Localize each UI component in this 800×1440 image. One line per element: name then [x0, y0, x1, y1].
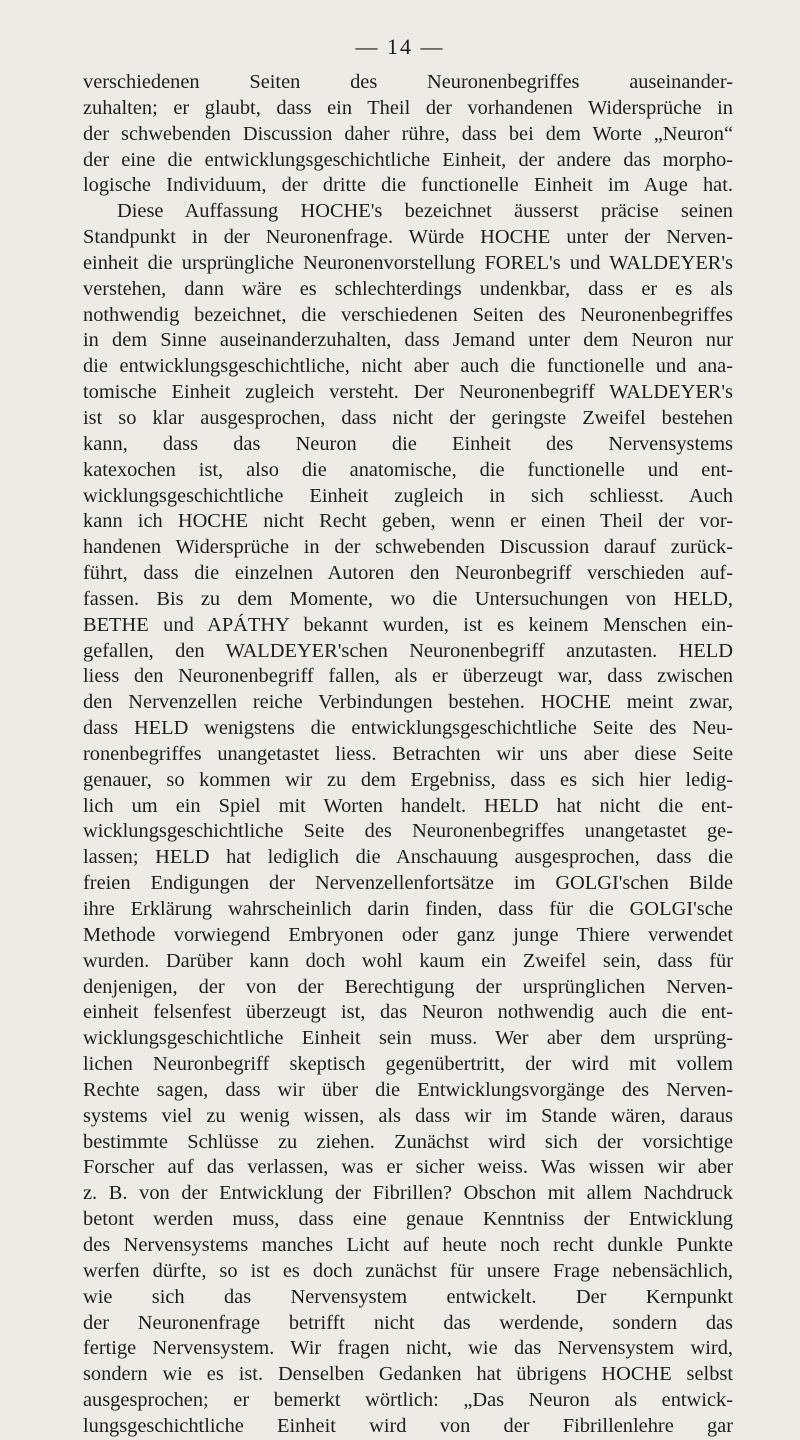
text-line: lichen Neuronbegriff skeptisch gegenübertritt, der wird mit vollem [83, 1053, 733, 1076]
text-line: systems viel zu wenig wissen, als dass wir im Stande wären, daraus [83, 1104, 733, 1127]
text-line: wicklungsgeschichtliche Einheit sein muss. Wer aber dem ursprüng- [83, 1027, 733, 1050]
text-line: Forscher auf das verlassen, was er sicher weiss. Was wissen wir aber [83, 1156, 733, 1179]
text-line: wie sich das Nervensystem entwickelt. Der Kernpunkt [83, 1285, 733, 1308]
text-line: der eine die entwicklungsgeschichtliche Einheit, der andere das morpho- [83, 148, 733, 171]
text-line: kann ich HOCHE nicht Recht geben, wenn er einen Theil der vor- [83, 510, 733, 533]
text-line: betont werden muss, dass eine genaue Kenntniss der Entwicklung [83, 1208, 733, 1231]
text-line: freien Endigungen der Nervenzellenfortsätze im GOLGI'schen Bilde [83, 872, 733, 895]
text-line: lich um ein Spiel mit Worten handelt. HELD hat nicht die ent- [83, 794, 733, 817]
text-line: wicklungsgeschichtliche Seite des Neuronenbegriffes unangetastet ge- [83, 820, 733, 843]
text-line: die entwicklungsgeschichtliche, nicht aber auch die functionelle und ana- [83, 355, 733, 378]
text-line: z. B. von der Entwicklung der Fibrillen? Obschon mit allem Nachdruck [83, 1182, 733, 1205]
page-number: — 14 — [355, 34, 445, 59]
text-line: nothwendig bezeichnet, die verschiedenen Seiten des Neuronenbegriffes [83, 303, 733, 326]
text-line: ihre Erklärung wahrscheinlich darin finden, dass für die GOLGI'sche [83, 898, 733, 920]
text-line: werfen dürfte, so ist es doch zunächst für unsere Frage nebensächlich, [83, 1259, 733, 1282]
text-line: Methode vorwiegend Embryonen oder ganz junge Thiere verwendet [83, 923, 733, 946]
text-line: einheit die ursprüngliche Neuronenvorstellung FOREL's und WALDEYER's [83, 251, 733, 274]
text-line: der schwebenden Discussion daher rühre, dass bei dem Worte „Neuron“ [83, 122, 733, 145]
text-line: sondern wie es ist. Denselben Gedanken hat übrigens HOCHE selbst [83, 1363, 733, 1386]
text-line: kann, dass das Neuron die Einheit des Nervensystems [83, 432, 733, 455]
text-line: lungsgeschichtliche Einheit wird von der Fibrillenlehre gar [83, 1414, 733, 1437]
text-line: verschiedenen Seiten des Neuronenbegriffes auseinander- [83, 71, 733, 93]
text-line: denjenigen, der von der Berechtigung der ursprünglichen Nerven- [83, 975, 733, 998]
text-line: den Nervenzellen reiche Verbindungen bestehen. HOCHE meint zwar, [83, 691, 733, 714]
text-line: führt, dass die einzelnen Autoren den Neuronbegriff verschieden auf- [83, 562, 733, 585]
text-line: handenen Widersprüche in der schwebenden Discussion darauf zurück- [83, 536, 733, 559]
text-line: der Neuronenfrage betrifft nicht das werdende, sondern das [83, 1311, 733, 1334]
text-line: wurden. Darüber kann doch wohl kaum ein Zweifel sein, dass für [83, 949, 733, 972]
body-text [83, 70, 733, 1440]
text-line: ronenbegriffes unangetastet liess. Betrachten wir uns aber diese Seite [83, 742, 733, 765]
text-line: logische Individuum, der dritte die functionelle Einheit im Auge hat. [83, 174, 733, 197]
text-line: des Nervensystems manches Licht auf heute noch recht dunkle Punkte [83, 1233, 733, 1256]
text-line: lassen; HELD hat lediglich die Anschauung ausgesprochen, dass die [83, 846, 733, 869]
text-line: Standpunkt in der Neuronenfrage. Würde HOCHE unter der Nerven- [83, 226, 733, 249]
text-line: zuhalten; er glaubt, dass ein Theil der vorhandenen Widersprüche in [83, 96, 733, 119]
text-line: BETHE und APÁTHY bekannt wurden, ist es keinem Menschen ein- [83, 613, 733, 636]
text-line: gefallen, den WALDEYER'schen Neuronenbegriff anzutasten. HELD [83, 639, 733, 662]
text-line: wicklungsgeschichtliche Einheit zugleich in sich schliesst. Auch [83, 484, 733, 507]
text-line: Rechte sagen, dass wir über die Entwicklungsvorgänge des Nerven- [83, 1078, 733, 1101]
text-line: verstehen, dann wäre es schlechterdings undenkbar, dass er es als [83, 277, 733, 300]
text-line: fertige Nervensystem. Wir fragen nicht, wie das Nervensystem wird, [83, 1337, 733, 1360]
text-line: Diese Auffassung HOCHE's bezeichnet äusserst präcise seinen [117, 200, 733, 223]
text-line: liess den Neuronenbegriff fallen, als er überzeugt war, dass zwischen [83, 665, 733, 688]
text-line: in dem Sinne auseinanderzuhalten, dass Jemand unter dem Neuron nur [83, 329, 733, 352]
text-line: katexochen ist, also die anatomische, die functionelle und ent- [83, 458, 733, 481]
text-line: bestimmte Schlüsse zu ziehen. Zunächst wird sich der vorsichtige [83, 1130, 733, 1153]
text-line: fassen. Bis zu dem Momente, wo die Untersuchungen von HELD, [83, 587, 733, 610]
text-line: ist so klar ausgesprochen, dass nicht der geringste Zweifel bestehen [83, 406, 733, 429]
text-line: genauer, so kommen wir zu dem Ergebniss, dass es sich hier ledig- [83, 768, 733, 791]
text-line: einheit felsenfest überzeugt ist, das Neuron nothwendig auch die ent- [83, 1001, 733, 1024]
text-line: dass HELD wenigstens die entwicklungsgeschichtliche Seite des Neu- [83, 717, 733, 740]
text-line: tomische Einheit zugleich versteht. Der Neuronenbegriff WALDEYER's [83, 381, 733, 404]
text-line: ausgesprochen; er bemerkt wörtlich: „Das Neuron als entwick- [83, 1389, 733, 1412]
